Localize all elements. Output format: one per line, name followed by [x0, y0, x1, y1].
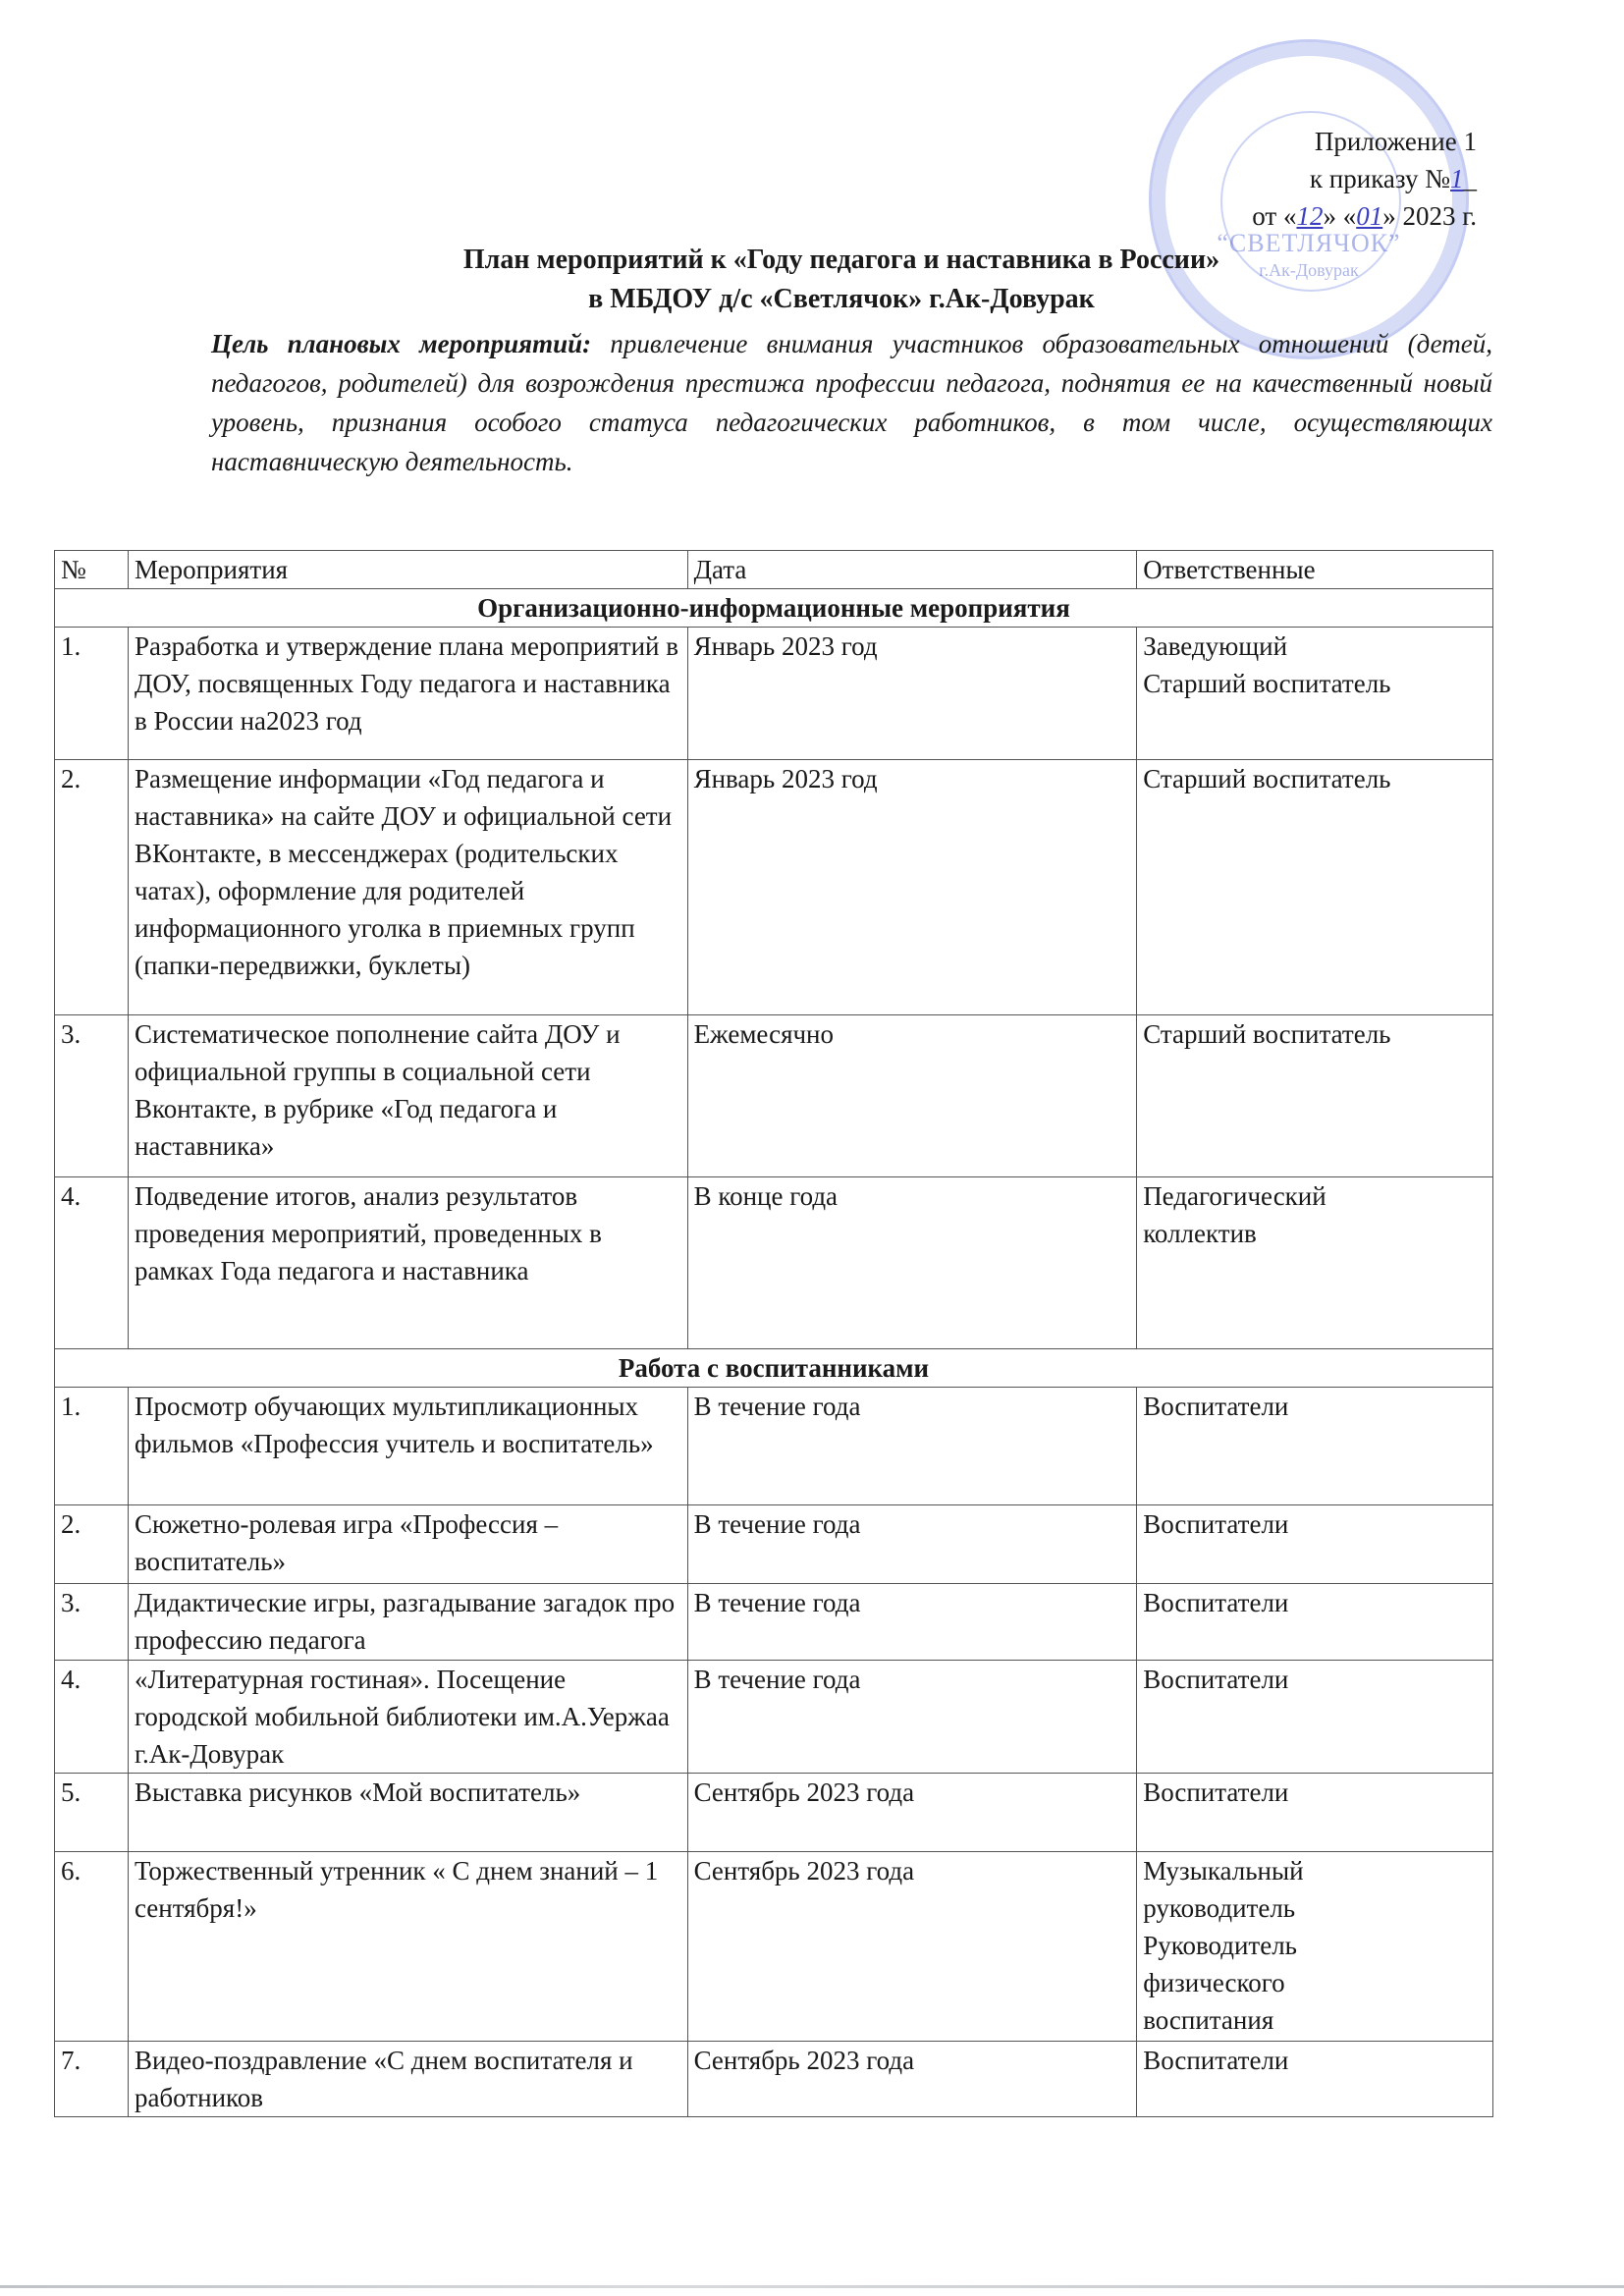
responsible-line: Воспитатели [1143, 2046, 1289, 2075]
row-responsible [1137, 1015, 1493, 1177]
table-row [55, 1015, 1493, 1177]
responsible-line: физического [1143, 1968, 1285, 1997]
responsible-line: Воспитатели [1143, 1665, 1289, 1694]
row-date: В течение года [687, 1388, 1137, 1505]
order-number-line [1252, 160, 1477, 197]
row-num: 3. [55, 1584, 129, 1661]
row-responsible [1137, 1584, 1493, 1661]
row-responsible [1137, 1177, 1493, 1349]
order-underline: _ [1463, 164, 1477, 193]
document-subtitle: в МБДОУ д/с «Светлячок» г.Ак-Довурак [588, 284, 1095, 314]
row-num: 2. [55, 1505, 129, 1584]
row-date: В течение года [687, 1584, 1137, 1661]
responsible-line: Заведующий [1143, 631, 1288, 661]
events-plan-table [54, 550, 1493, 2117]
order-number: 1 [1450, 164, 1464, 193]
table-row [55, 1388, 1493, 1505]
responsible-line: Педагогический [1143, 1181, 1326, 1211]
row-num: 4. [55, 1661, 129, 1774]
order-month: 01 [1356, 201, 1383, 231]
row-num: 1. [55, 628, 129, 760]
table-row [55, 628, 1493, 760]
row-date: Январь 2023 год [687, 628, 1137, 760]
responsible-line: Старший воспитатель [1143, 764, 1391, 793]
header-event: Мероприятия [128, 551, 687, 589]
responsible-line: руководитель [1143, 1893, 1296, 1923]
table-row [55, 1177, 1493, 1349]
responsible-line: Воспитатели [1143, 1777, 1289, 1807]
section-row [55, 1349, 1493, 1388]
goal-text: привлечение внимания участников образовательных отношений (детей, педагогов, родителей) для возрождения престижа профессии педагога, поднятия ее на качественный новый уровень, признания особого статуса педагогических работников, в том числе, осуществляющих наставническую деятельность. [211, 329, 1492, 476]
row-date: В течение года [687, 1661, 1137, 1774]
date-suffix: » 2023 г. [1382, 201, 1477, 231]
responsible-line: Музыкальный [1143, 1856, 1304, 1886]
section-title: Работа с воспитанниками [55, 1349, 1493, 1388]
responsible-line: Старший воспитатель [1143, 669, 1391, 698]
header-num: № [55, 551, 129, 589]
table-header-row [55, 551, 1493, 589]
row-num: 5. [55, 1774, 129, 1852]
responsible-line: Руководитель [1143, 1931, 1297, 1960]
header-responsible: Ответственные [1137, 551, 1493, 589]
row-date: В течение года [687, 1505, 1137, 1584]
row-event: Подведение итогов, анализ результатов проведения мероприятий, проведенных в рамках Года педагога и наставника [128, 1177, 687, 1349]
responsible-line: Воспитатели [1143, 1509, 1289, 1539]
document-title: План мероприятий к «Году педагога и наставника в России» [462, 245, 1220, 275]
row-event: Видео-поздравление «С днем воспитателя и работников [128, 2042, 687, 2117]
row-event: Торжественный утренник « С днем знаний – 1 сентября!» [128, 1852, 687, 2042]
row-date: Сентябрь 2023 года [687, 2042, 1137, 2117]
row-responsible [1137, 1388, 1493, 1505]
goal-paragraph [211, 324, 1492, 481]
table-row [55, 1852, 1493, 2042]
row-responsible [1137, 760, 1493, 1015]
row-num: 4. [55, 1177, 129, 1349]
row-event: Систематическое пополнение сайта ДОУ и официальной группы в социальной сети Вконтакте, в рубрике «Год педагога и наставника» [128, 1015, 687, 1177]
row-num: 3. [55, 1015, 129, 1177]
row-responsible [1137, 628, 1493, 760]
header-date: Дата [687, 551, 1137, 589]
row-responsible [1137, 1661, 1493, 1774]
responsible-line: Воспитатели [1143, 1588, 1289, 1617]
row-date: В конце года [687, 1177, 1137, 1349]
row-event: Дидактические игры, разгадывание загадок про профессию педагога [128, 1584, 687, 1661]
row-responsible [1137, 1852, 1493, 2042]
responsible-line: воспитания [1143, 2005, 1274, 2035]
row-event: Разработка и утверждение плана мероприятий в ДОУ, посвященных Году педагога и наставника в России на2023 год [128, 628, 687, 760]
table-row [55, 1774, 1493, 1852]
row-event: Размещение информации «Год педагога и наставника» на сайте ДОУ и официальной сети ВКонтакте, в мессенджерах (родительских чатах), оформление для родителей информационного уголка в приемных групп (папки-передвижки, буклеты) [128, 760, 687, 1015]
row-date: Ежемесячно [687, 1015, 1137, 1177]
goal-lead: Цель плановых мероприятий: [211, 329, 592, 358]
row-num: 7. [55, 2042, 129, 2117]
date-prefix: от « [1252, 201, 1297, 231]
section-row [55, 589, 1493, 628]
row-date: Январь 2023 год [687, 760, 1137, 1015]
stamp-name: “СВЕТЛЯЧОК” [1217, 229, 1401, 257]
row-event: Выставка рисунков «Мой воспитатель» [128, 1774, 687, 1852]
row-num: 2. [55, 760, 129, 1015]
row-responsible [1137, 1774, 1493, 1852]
table-row [55, 1505, 1493, 1584]
table-row [55, 760, 1493, 1015]
table-row [55, 1661, 1493, 1774]
stamp-city: г.Ак-Довурак [1259, 260, 1359, 280]
scan-bottom-edge [0, 2285, 1624, 2288]
row-event: Сюжетно-ролевая игра «Профессия – воспитатель» [128, 1505, 687, 1584]
order-day: 12 [1296, 201, 1324, 231]
responsible-line: коллектив [1143, 1219, 1257, 1248]
responsible-line: Старший воспитатель [1143, 1019, 1391, 1049]
row-date: Сентябрь 2023 года [687, 1852, 1137, 2042]
appendix-label: Приложение 1 [1314, 127, 1477, 156]
row-num: 1. [55, 1388, 129, 1505]
row-responsible [1137, 2042, 1493, 2117]
row-event: «Литературная гостиная». Посещение городской мобильной библиотеки им.А.Уержаа г.Ак-Довурак [128, 1661, 687, 1774]
order-prefix: к приказу № [1309, 164, 1450, 193]
row-num: 6. [55, 1852, 129, 2042]
section-title: Организационно-информационные мероприятия [55, 589, 1493, 628]
table-row [55, 1584, 1493, 1661]
table-row [55, 2042, 1493, 2117]
row-date: Сентябрь 2023 года [687, 1774, 1137, 1852]
order-date-line [1252, 197, 1477, 235]
row-responsible [1137, 1505, 1493, 1584]
date-mid: » « [1323, 201, 1357, 231]
row-event: Просмотр обучающих мультипликационных фильмов «Профессия учитель и воспитатель» [128, 1388, 687, 1505]
appendix-header [1252, 123, 1477, 235]
responsible-line: Воспитатели [1143, 1392, 1289, 1421]
